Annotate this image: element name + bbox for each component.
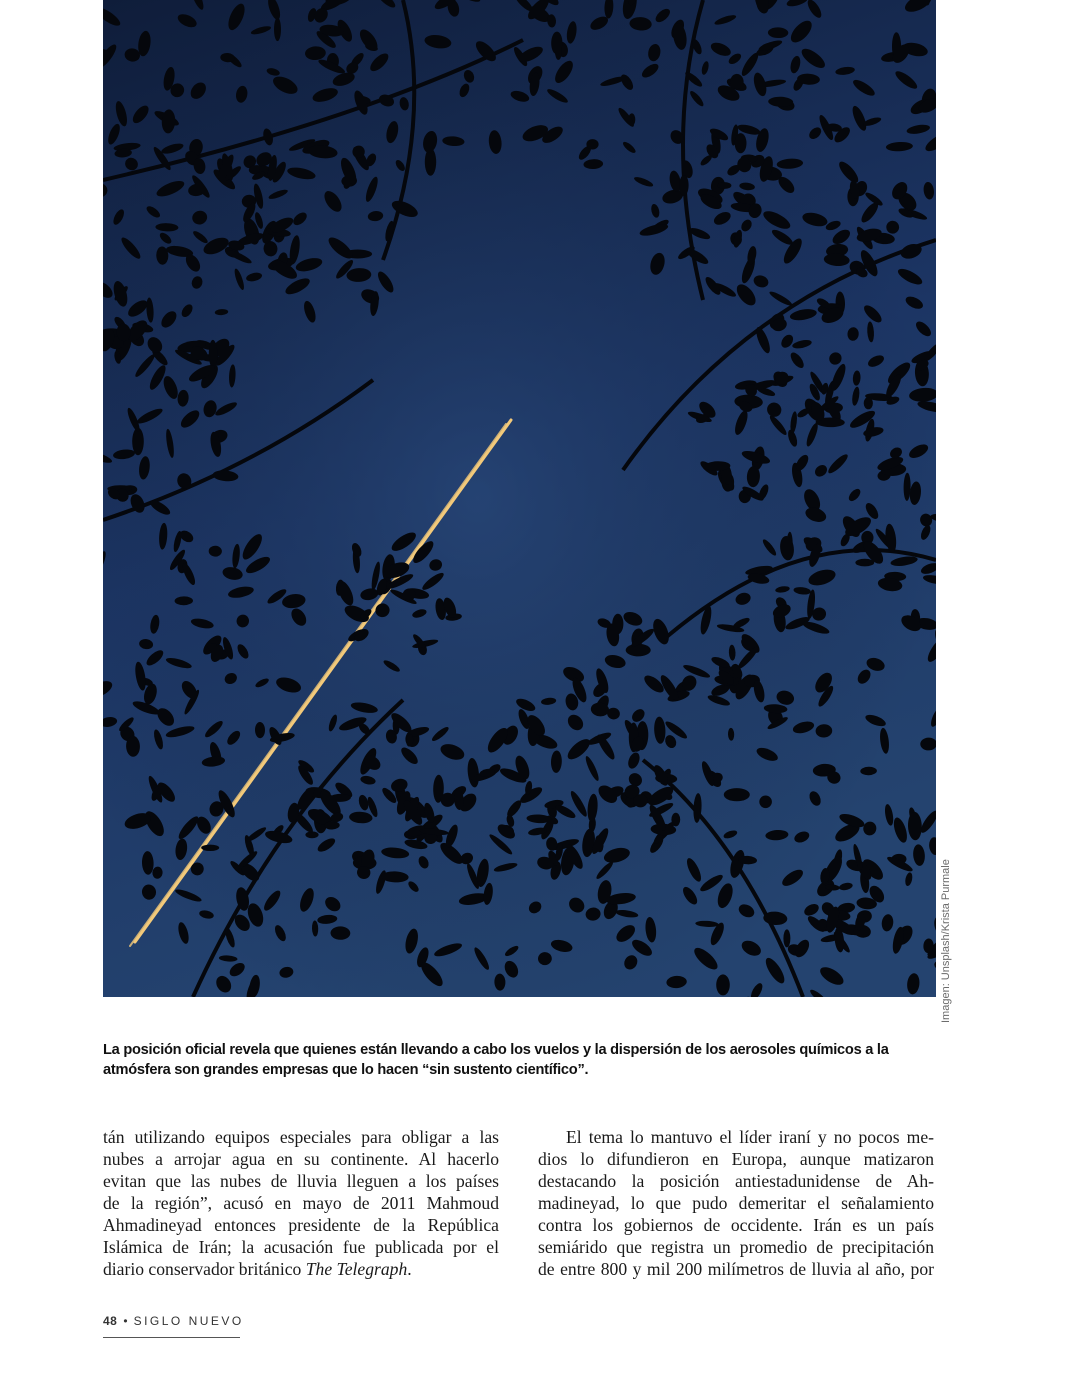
article-column-left — [103, 1126, 499, 1280]
body-line: dios lo difundieron en Europa, aunque matizaron — [538, 1149, 934, 1169]
body-line: contra los gobiernos de occidente. Irán es un país — [538, 1215, 934, 1235]
body-line-last — [103, 1258, 499, 1280]
body-text: . — [407, 1259, 412, 1279]
body-line: de entre 800 y mil 200 milímetros de lluvia al año, por — [538, 1259, 934, 1279]
body-text: diario conservador británico — [103, 1259, 306, 1279]
footer-separator: • — [123, 1314, 128, 1328]
body-line: Ahmadineyad entonces presidente de la República — [103, 1215, 499, 1235]
article-photo — [103, 0, 936, 997]
photo-credit: Imagen: Unsplash/Krista Purmale — [940, 859, 952, 1023]
night-sky-photo — [103, 0, 936, 997]
body-line: nubes a arrojar agua en su continente. Al hacerlo — [103, 1149, 499, 1169]
footer-rule — [103, 1337, 240, 1338]
body-line: El tema lo mantuvo el líder iraní y no pocos me- — [566, 1127, 934, 1147]
page-footer — [103, 1314, 244, 1328]
photo-caption: La posición oficial revela que quienes están llevando a cabo los vuelos y la dispersión de los aerosoles químicos a la atmósfera son grandes empresas que lo hacen “sin sustento científico”. — [103, 1042, 889, 1078]
publication-title: SIGLO NUEVO — [133, 1314, 244, 1328]
body-line: semiárido que registra un promedio de precipitación — [538, 1237, 934, 1257]
body-line: madineyad, lo que pudo demeritar el señalamiento — [538, 1193, 934, 1213]
article-column-right — [538, 1126, 934, 1280]
page-number: 48 — [103, 1314, 118, 1328]
publication-name: The Telegraph — [305, 1259, 408, 1279]
body-line: Islámica de Irán; la acusación fue publicada por el — [103, 1237, 499, 1257]
body-line: tán utilizando equipos especiales para obligar a las — [103, 1127, 499, 1147]
body-line: evitan que las nubes de lluvia lleguen a los países — [103, 1171, 499, 1191]
body-line: de la región”, acusó en mayo de 2011 Mahmoud — [103, 1193, 499, 1213]
body-line: destacando la posición antiestadunidense de Ah- — [538, 1171, 934, 1191]
